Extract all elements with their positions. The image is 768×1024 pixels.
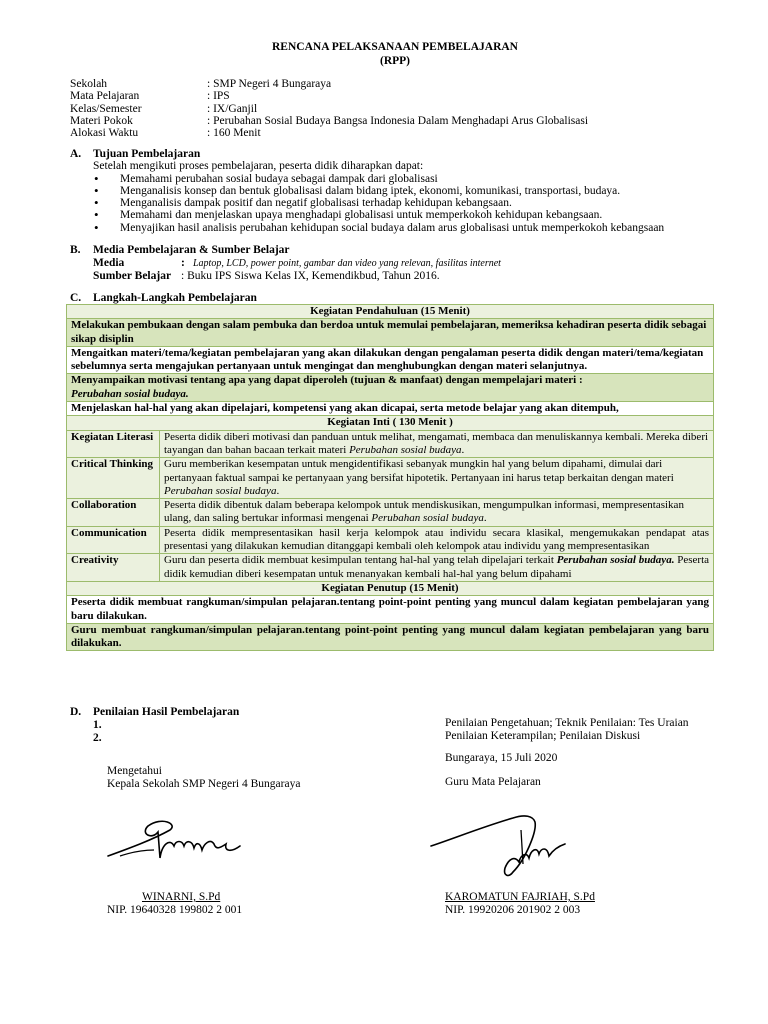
table-row xyxy=(67,416,714,430)
pendahuluan-step: Menyampaikan motivasi tentang apa yang dapat diperoleh (tujuan & manfaat) dengan mempelajari materi : Perubahan sosial budaya. xyxy=(67,374,714,402)
activity-label: Creativity xyxy=(67,554,160,582)
table-row xyxy=(67,346,714,374)
principal-nip: NIP. 19640328 199802 2 001 xyxy=(107,904,243,916)
list-item: • Memahami perubahan sosial budaya sebagai dampak dari globalisasi xyxy=(93,173,760,185)
teacher-name-block xyxy=(445,891,595,917)
table-row xyxy=(67,554,714,582)
activity-label: Communication xyxy=(67,526,160,554)
table-row xyxy=(67,526,714,554)
inti-header: Kegiatan Inti ( 130 Menit ) xyxy=(67,416,714,430)
pendahuluan-step: Melakukan pembukaan dengan salam pembuka dan berdoa untuk memulai pembelajaran, memeriksa kehadiran peserta didik sebagai sikap disiplin xyxy=(67,319,714,347)
info-key: Kelas/Semester xyxy=(70,102,142,115)
list-item: • Menganalisis dampak positif dan negatif globalisasi terhadap kehidupan kebangsaan. xyxy=(93,197,760,209)
principal-name: WINARNI, S.Pd xyxy=(142,891,221,903)
principal-role: Kepala Sekolah SMP Negeri 4 Bungaraya xyxy=(107,778,301,790)
info-row xyxy=(70,115,588,127)
table-row xyxy=(67,402,714,416)
info-value: : SMP Negeri 4 Bungaraya xyxy=(207,78,332,90)
principal-name-block xyxy=(107,891,242,917)
activity-desc: Guru dan peserta didik membuat kesimpulan tentang hal-hal yang telah dipelajari terkait Perubahan sosial budaya. Peserta didik kemudian diberi kesempatan untuk menanyakan kembali hal-hal yang belum dipahami xyxy=(160,554,714,582)
identity-block xyxy=(70,78,588,139)
penilaian-items xyxy=(445,717,689,743)
section-langkah-heading: C. Langkah-Langkah Pembelajaran xyxy=(70,292,257,304)
table-row xyxy=(67,596,714,624)
activity-desc: Guru memberikan kesempatan untuk mengidentifikasi sebanyak mungkin hal yang belum dipahami, dimulai dari pertanyaan faktual sampai ke pertanyaan yang bersifat hipotetik. Pertanyaan ini harus tetap berkaitan dengan materi Perubahan sosial budaya. xyxy=(160,458,714,499)
table-row xyxy=(67,623,714,651)
section-intro: Setelah mengikuti proses pembelajaran, peserta didik diharapkan dapat: xyxy=(93,160,424,173)
table-row xyxy=(67,430,714,458)
info-key: Mata Pelajaran xyxy=(70,90,140,103)
section-heading: D. Penilaian Hasil Pembelajaran xyxy=(70,706,240,718)
info-row xyxy=(70,78,588,90)
title-line-2: (RPP) xyxy=(379,55,410,67)
penilaian-number: 2. xyxy=(93,732,102,744)
pendahuluan-header: Kegiatan Pendahuluan (15 Menit) xyxy=(67,305,714,319)
learning-steps-table xyxy=(66,304,714,651)
list-item: • Menyajikan hasil analisis perubahan kehidupan social budaya dalam arus globalisasi untuk memperkokoh kebangsaan xyxy=(93,222,760,234)
penilaian-number: 1. xyxy=(93,719,102,731)
info-value: : 160 Menit xyxy=(207,127,261,140)
section-heading: A. Tujuan Pembelajaran xyxy=(70,148,201,160)
teacher-signature xyxy=(425,800,585,890)
table-row xyxy=(67,581,714,595)
info-value: : IPS xyxy=(207,90,230,103)
table-row xyxy=(67,305,714,319)
media-colon: : xyxy=(181,256,185,269)
info-key: Alokasi Waktu xyxy=(70,127,139,140)
list-item: • Menganalisis konsep dan bentuk globalisasi dalam bidang iptek, ekonomi, komunikasi, transportasi, budaya. xyxy=(93,185,760,197)
table-row xyxy=(67,458,714,499)
info-row xyxy=(70,103,588,115)
section-heading: B. Media Pembelajaran & Sumber Belajar xyxy=(70,244,290,256)
section-tujuan xyxy=(70,148,760,234)
info-value: : IX/Ganjil xyxy=(207,102,258,115)
activity-desc: Peserta didik dibentuk dalam beberapa kelompok untuk mendiskusikan, mengumpulkan informasi, mempresentasikan ulang, dan saling bertukar informasi mengenai Perubahan sosial budaya. xyxy=(160,499,714,527)
penilaian-item: Penilaian Keterampilan; Penilaian Diskusi xyxy=(445,730,641,742)
media-label: Media xyxy=(93,256,125,269)
teacher-name: KAROMATUN FAJRIAH, S.Pd xyxy=(445,891,595,903)
penutup-step: Peserta didik membuat rangkuman/simpulan pelajaran.tentang point-point penting yang muncul dalam kegiatan pembelajaran yang baru dilakukan. xyxy=(67,596,714,624)
penutup-header: Kegiatan Penutup (15 Menit) xyxy=(67,581,714,595)
penilaian-item: Penilaian Pengetahuan; Teknik Penilaian: Tes Uraian xyxy=(445,717,689,729)
activity-label: Critical Thinking xyxy=(67,458,160,499)
info-key: Sekolah xyxy=(70,78,108,90)
activity-desc: Peserta didik diberi motivasi dan panduan untuk melihat, mengamati, membaca dan menuliskannya kembali. Mereka diberi tayangan dan bahan bacaan terkait materi Perubahan sosial budaya. xyxy=(160,430,714,458)
table-row xyxy=(67,374,714,402)
pendahuluan-step: Menjelaskan hal-hal yang akan dipelajari, kompetensi yang akan dicapai, serta metode belajar yang akan ditempuh, xyxy=(67,402,714,416)
info-key: Materi Pokok xyxy=(70,114,133,127)
mengetahui-label: Mengetahui xyxy=(107,765,162,777)
principal-signature xyxy=(100,800,270,880)
info-value: : Perubahan Sosial Budaya Bangsa Indonesia Dalam Menghadapi Arus Globalisasi xyxy=(207,114,589,127)
table-row xyxy=(67,499,714,527)
place-date: Bungaraya, 15 Juli 2020 xyxy=(445,752,558,764)
activity-label: Collaboration xyxy=(67,499,160,527)
pendahuluan-step: Mengaitkan materi/tema/kegiatan pembelajaran yang akan dilakukan dengan pengalaman peserta didik dengan materi/tema/kegiatan sebelumnya serta mengajukan pertanyaan untuk mengingat dan menghubungkan dengan materi selanjutnya. xyxy=(67,346,714,374)
document-title xyxy=(0,40,768,68)
section-media xyxy=(70,244,760,283)
sumber-row xyxy=(70,270,760,283)
sumber-label: Sumber Belajar xyxy=(93,270,172,282)
media-value: Laptop, LCD, power point, gambar dan video yang relevan, fasilitas internet xyxy=(193,257,501,269)
activity-label: Kegiatan Literasi xyxy=(67,430,160,458)
objective-list xyxy=(70,173,760,234)
penutup-step: Guru membuat rangkuman/simpulan pelajaran.tentang point-point penting yang muncul dalam kegiatan pembelajaran yang baru dilakukan. xyxy=(67,623,714,651)
info-row xyxy=(70,127,588,139)
list-item: • Memahami dan menjelaskan upaya menghadapi globalisasi untuk memperkokoh kehidupan kebangsaan. xyxy=(93,209,760,221)
table-row xyxy=(67,319,714,347)
principal-block xyxy=(107,765,300,791)
sumber-value: : Buku IPS Siswa Kelas IX, Kemendikbud, Tahun 2016. xyxy=(181,270,440,282)
teacher-role: Guru Mata Pelajaran xyxy=(445,776,541,788)
activity-desc: Peserta didik mempresentasikan hasil kerja kelompok atau individu secara klasikal, mengemukakan pendapat atas presentasi yang dilakukan kemudian ditanggapi kembali oleh kelompok atau individu yang mempresentasikan xyxy=(160,526,714,554)
title-line-1: RENCANA PELAKSANAAN PEMBELAJARAN xyxy=(272,41,518,53)
section-penilaian xyxy=(70,706,239,745)
info-row xyxy=(70,90,588,102)
teacher-nip: NIP. 19920206 201902 2 003 xyxy=(445,904,581,916)
media-row xyxy=(70,257,760,271)
